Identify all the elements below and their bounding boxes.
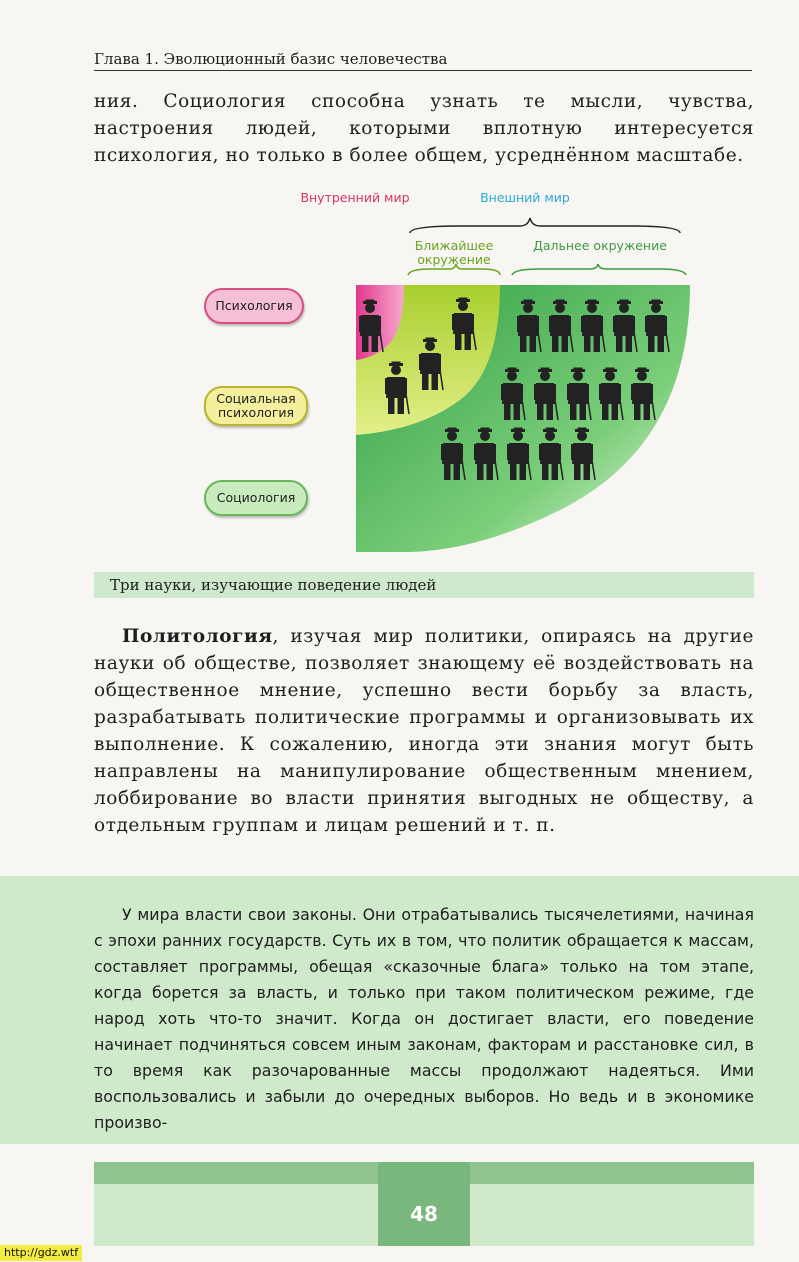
diagram-graphic [0,180,799,600]
watermark-link[interactable]: http://gdz.wtf [0,1245,82,1261]
chapter-header: Глава 1. Эволюционный базис человечества [94,48,752,71]
pill-social-psychology: Социальная психология [204,386,308,426]
label-inner-world: Внутренний мир [300,190,410,205]
page-number: 48 [378,1162,470,1246]
pill-sociology: Социология [204,480,308,516]
footer-panel-left [94,1184,378,1246]
pill-psychology: Психология [204,288,304,324]
label-outer-world: Внешний мир [480,190,570,205]
brace-far [512,264,686,275]
highlight-box-text: У мира власти свои законы. Они отрабатывались тысячелетиями, начиная с эпохи ранних государств. Суть их в том, что политик обращается к массам, составляет программы, обещая «сказочные блага» только на том этапе, когда борется за власть, и только при таком политическом режиме, где народ хоть что-то значит. Когда он достигает власти, его поведение начинает подчиняться совсем иным законам, факторам и расстановке сил, в то время как разочарованные массы продолжают надеяться. Ими воспользовались и забыли до очередных выборов. Но ведь и в экономике произво- [94,905,754,1132]
paragraph-politology [94,623,754,839]
brace-outer [410,218,680,233]
paragraph-politology-text: , изучая мир политики, опираясь на другие науки об обществе, позволяет знающему её воздействовать на общественное мнение, успешно вести борьбу за власть, разрабатывать политические программы и организовывать их выполнение. К сожалению, иногда эти знания могут быть направлены на манипулирование общественным мнением, лоббирование во власти принятия выгодных не обществу, а отдельным группам и лицам решений и т. п. [94,626,754,836]
footer-panel-right [470,1184,754,1246]
label-near-environment: Ближайшее окружение [414,238,494,267]
figure-caption: Три науки, изучающие поведение людей [110,576,437,594]
label-far-environment: Дальнее окружение [533,238,667,253]
diagram-three-sciences [0,180,799,600]
paragraph-intro: ния. Социология способна узнать те мысли, чувства, настроения людей, которыми вплотную интересуется психология, но только в более общем, усреднённом масштабе. [94,91,754,166]
term-politology: Политология [122,626,273,647]
